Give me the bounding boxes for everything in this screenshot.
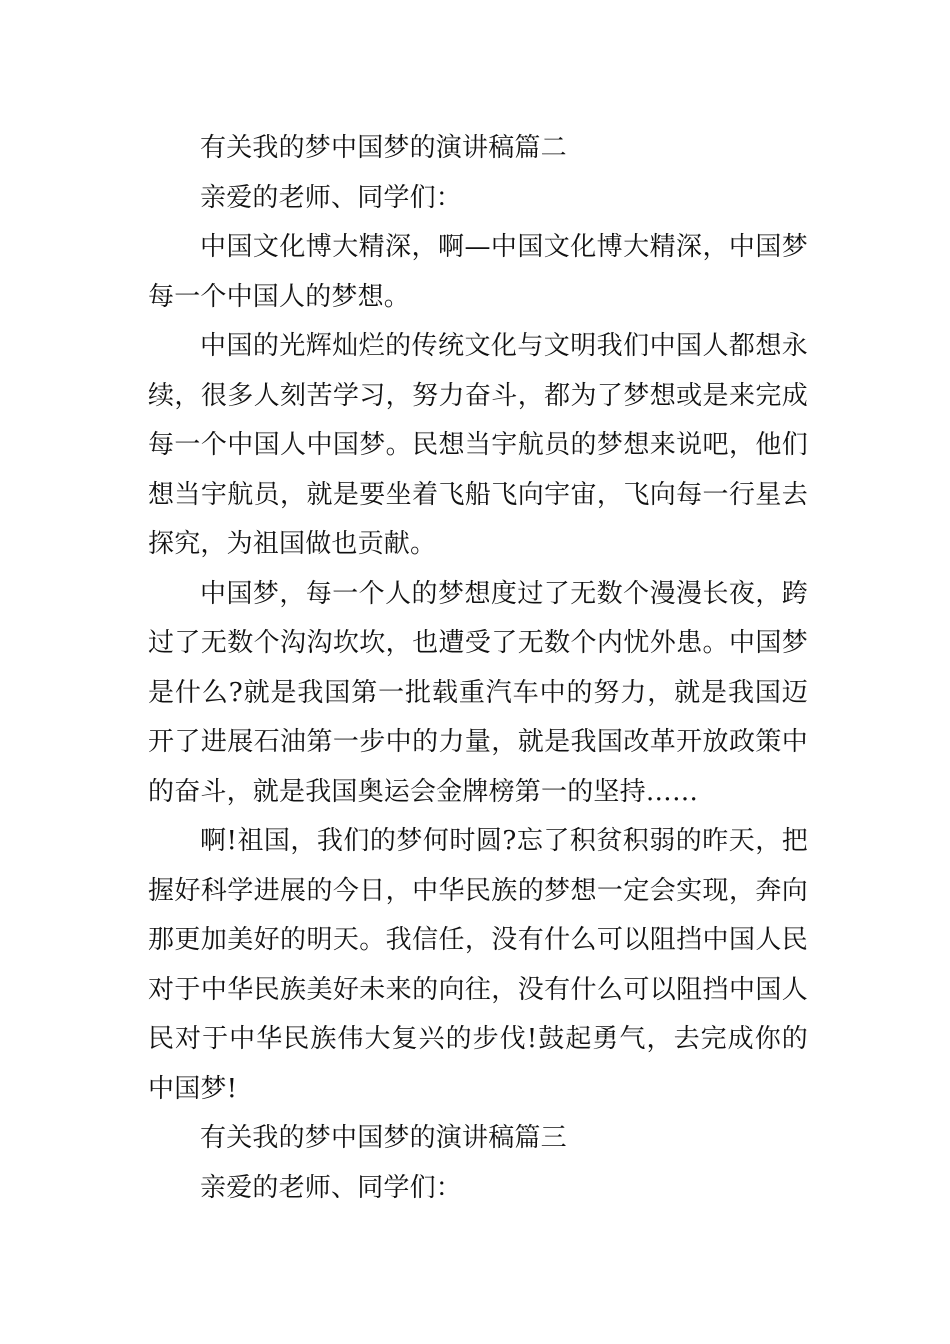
document-body <box>148 124 808 1213</box>
salutation: 亲爱的老师、同学们： <box>200 1172 463 1203</box>
body-paragraph: 中国文化博大精深，啊—中国文化博大精深，中国梦每一个中国人的梦想。 <box>148 232 808 312</box>
section-heading-3: 有关我的梦中国梦的演讲稿篇三 <box>200 1123 567 1153</box>
body-paragraph: 中国的光辉灿烂的传统文化与文明我们中国人都想永续，很多人刻苦学习，努力奋斗，都为了梦想或是来完成每一个中国人中国梦。民想当宇航员的梦想来说吧，他们想当宇航员，就是要坐着飞船飞向宇宙，飞向每一行星去探究，为祖国做也贡献。 <box>148 331 808 559</box>
salutation: 亲爱的老师、同学们： <box>200 182 463 213</box>
body-paragraph: 中国梦，每一个人的梦想度过了无数个漫漫长夜，跨过了无数个沟沟坎坎，也遭受了无数个内忧外患。中国梦是什么?就是我国第一批载重汽车中的努力，就是我国迈开了进展石油第一步中的力量，就是我国改革开放政策中的奋斗，就是我国奥运会金牌榜第一的坚持…… <box>148 578 808 807</box>
body-paragraph: 啊!祖国，我们的梦何时圆?忘了积贫积弱的昨天，把握好科学进展的今日，中华民族的梦想一定会实现，奔向那更加美好的明天。我信任，没有什么可以阻挡中国人民对于中华民族美好未来的向往，没有什么可以阻挡中国人民对于中华民族伟大复兴的步伐!鼓起勇气，去完成你的中国梦! <box>148 826 808 1104</box>
section-heading-2: 有关我的梦中国梦的演讲稿篇二 <box>200 133 567 163</box>
